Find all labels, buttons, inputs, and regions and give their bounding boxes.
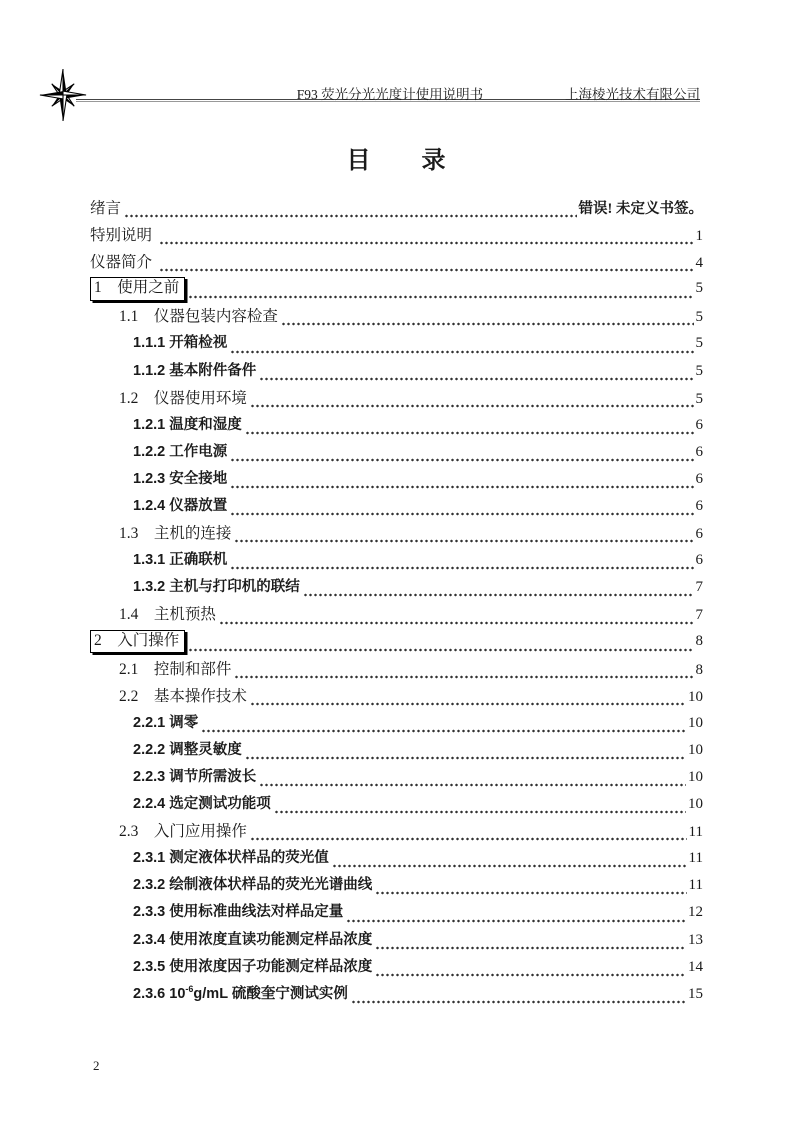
toc-entry[interactable]	[90, 331, 703, 358]
toc-entry[interactable]	[90, 304, 703, 331]
toc-entry-label: 2.2.4 选定测试功能项	[133, 796, 271, 813]
toc-entry-label	[90, 277, 185, 300]
toc-entry[interactable]	[90, 738, 703, 765]
toc-entry-page: 15	[688, 985, 703, 1002]
dot-leader	[375, 972, 686, 978]
dot-leader	[230, 457, 693, 463]
dot-leader	[159, 267, 694, 273]
dot-leader	[159, 240, 694, 246]
dot-leader	[274, 809, 686, 815]
toc-entry[interactable]	[90, 792, 703, 819]
toc-entry[interactable]	[90, 846, 703, 873]
toc-entry-page: 10	[688, 796, 703, 813]
dot-leader	[375, 945, 686, 951]
toc-entry-page: 7	[695, 579, 703, 596]
toc-entry[interactable]	[90, 955, 703, 982]
toc-entry-label: 2.3.2 绘制液体状样品的荧光光谱曲线	[133, 877, 373, 894]
toc-entry-label: 1.2.3 安全接地	[133, 470, 228, 487]
dot-leader	[230, 349, 693, 355]
toc-entry[interactable]	[90, 575, 703, 602]
dot-leader	[250, 836, 687, 842]
toc-entry-page: 10	[688, 741, 703, 758]
dot-leader	[303, 592, 694, 598]
dot-leader	[188, 647, 693, 653]
toc-entry[interactable]	[90, 521, 703, 548]
toc-entry[interactable]	[90, 250, 703, 277]
toc-entry-page: 12	[688, 904, 703, 921]
toc-entry[interactable]	[90, 223, 703, 250]
toc-entry-label: 1.3.2 主机与打印机的联结	[133, 579, 300, 596]
toc-entry-label: 2.3 入门应用操作	[119, 823, 247, 841]
toc-entry-label: 2.3.1 测定液体状样品的荧光值	[133, 850, 329, 867]
toc-entry-page: 10	[688, 768, 703, 785]
toc-entry[interactable]	[90, 440, 703, 467]
toc-entry-page: 5	[695, 390, 703, 407]
toc-entry-page: 6	[695, 526, 703, 543]
toc-entry-label: 2.2.1 调零	[133, 714, 199, 731]
dot-leader	[250, 701, 686, 707]
toc-entry-page: 6	[695, 552, 703, 569]
toc-entry-page: 11	[688, 877, 703, 894]
toc-entry[interactable]	[90, 467, 703, 494]
toc-entry-label: 1.1.2 基本附件备件	[133, 362, 257, 379]
toc-entry-label: 仪器简介	[90, 254, 156, 272]
toc-entry[interactable]	[90, 711, 703, 738]
toc-entry-label: 2.1 控制和部件	[119, 660, 232, 678]
dot-leader	[230, 565, 693, 571]
compass-rose-icon	[38, 68, 88, 122]
toc-entry[interactable]	[90, 928, 703, 955]
toc-entry-label: 2.3.5 使用浓度因子功能测定样品浓度	[133, 958, 373, 975]
chapter-heading-box: 1 使用之前	[90, 277, 185, 300]
toc-entry-page: 6	[695, 416, 703, 433]
dot-leader	[346, 918, 686, 924]
toc-entry-page: 5	[695, 335, 703, 352]
toc-entry[interactable]	[90, 630, 703, 657]
toc-entry-page: 6	[695, 470, 703, 487]
dot-leader	[201, 728, 686, 734]
toc-entry-label: 2.2 基本操作技术	[119, 687, 247, 705]
toc-list	[90, 196, 703, 1009]
dot-leader	[281, 321, 694, 327]
header-doc-title: F93 荧光分光光度计使用说明书	[296, 87, 484, 102]
toc-entry-label: 1.1 仪器包装内容检查	[119, 308, 278, 326]
toc-entry-label: 2.3.4 使用浓度直读功能测定样品浓度	[133, 931, 373, 948]
dot-leader	[351, 999, 686, 1005]
dot-leader	[259, 376, 693, 382]
toc-entry[interactable]	[90, 277, 703, 304]
toc-entry-label: 特别说明	[90, 227, 156, 245]
toc-entry-page: 1	[695, 228, 703, 245]
toc-entry-page: 11	[688, 824, 703, 841]
header-company-name: 上海棱光技术有限公司	[565, 87, 700, 102]
toc-entry-label: 绪言	[90, 200, 122, 217]
toc-entry-page: 6	[695, 498, 703, 515]
dot-leader	[245, 430, 694, 436]
dot-leader	[230, 511, 693, 517]
toc-entry[interactable]	[90, 196, 703, 223]
toc-entry-page: 14	[688, 958, 703, 975]
toc-entry-label: 1.3 主机的连接	[119, 525, 232, 543]
toc-entry[interactable]	[90, 386, 703, 413]
toc-entry[interactable]	[90, 494, 703, 521]
toc-entry-page: 错误! 未定义书签。	[578, 201, 703, 217]
toc-entry-page: 11	[688, 850, 703, 867]
footer-page-number: 2	[93, 1058, 100, 1073]
toc-entry[interactable]	[90, 413, 703, 440]
toc-entry-label	[90, 630, 185, 653]
chapter-heading-box: 2 入门操作	[90, 630, 185, 653]
page-title: 目 录	[346, 148, 447, 174]
dot-leader	[234, 674, 693, 680]
toc-entry-label: 1.1.1 开箱检视	[133, 335, 228, 352]
toc-entry-label: 1.2 仪器使用环境	[119, 389, 247, 407]
toc-entry-page: 5	[695, 280, 703, 297]
toc-entry[interactable]	[90, 684, 703, 711]
toc-entry-page: 8	[695, 661, 703, 678]
toc-entry-label: 1.4 主机预热	[119, 606, 216, 624]
toc-entry-page: 5	[695, 309, 703, 326]
dot-leader	[188, 294, 693, 300]
toc-entry-label: 1.3.1 正确联机	[133, 552, 228, 569]
dot-leader	[234, 538, 693, 544]
toc-entry-label: 1.2.1 温度和湿度	[133, 416, 242, 433]
dot-leader	[332, 863, 687, 869]
dot-leader	[230, 484, 693, 490]
toc-entry-page: 6	[695, 443, 703, 460]
toc-entry[interactable]	[90, 765, 703, 792]
dot-leader	[250, 403, 694, 409]
dot-leader	[259, 782, 686, 788]
toc-entry[interactable]	[90, 548, 703, 575]
toc-entry-label: 2.2.2 调整灵敏度	[133, 741, 242, 758]
toc-entry-page: 10	[688, 714, 703, 731]
toc-entry-label: 2.2.3 调节所需波长	[133, 768, 257, 785]
toc-entry-label: 2.3.6 $10^{-6}g/mL$ 硫酸奎宁测试实例	[133, 983, 348, 1002]
toc-entry[interactable]	[90, 900, 703, 927]
toc-entry-page: 10	[688, 688, 703, 705]
toc-entry-page: 7	[695, 607, 703, 624]
toc-entry-page: 8	[695, 632, 703, 649]
toc-entry[interactable]	[90, 359, 703, 386]
toc-entry[interactable]	[90, 602, 703, 629]
toc-entry-page: 4	[695, 255, 703, 272]
toc-entry[interactable]	[90, 982, 703, 1009]
dot-leader	[245, 755, 686, 761]
toc-entry-label: 1.2.4 仪器放置	[133, 498, 228, 515]
toc-entry[interactable]	[90, 819, 703, 846]
toc-entry-label: 1.2.2 工作电源	[133, 443, 228, 460]
dot-leader	[375, 890, 686, 896]
toc-entry[interactable]	[90, 657, 703, 684]
toc-entry[interactable]	[90, 873, 703, 900]
dot-leader	[124, 213, 577, 219]
toc-entry-page: 5	[695, 362, 703, 379]
dot-leader	[219, 620, 694, 626]
toc-entry-label: 2.3.3 使用标准曲线法对样品定量	[133, 904, 344, 921]
toc-entry-page: 13	[688, 931, 703, 948]
